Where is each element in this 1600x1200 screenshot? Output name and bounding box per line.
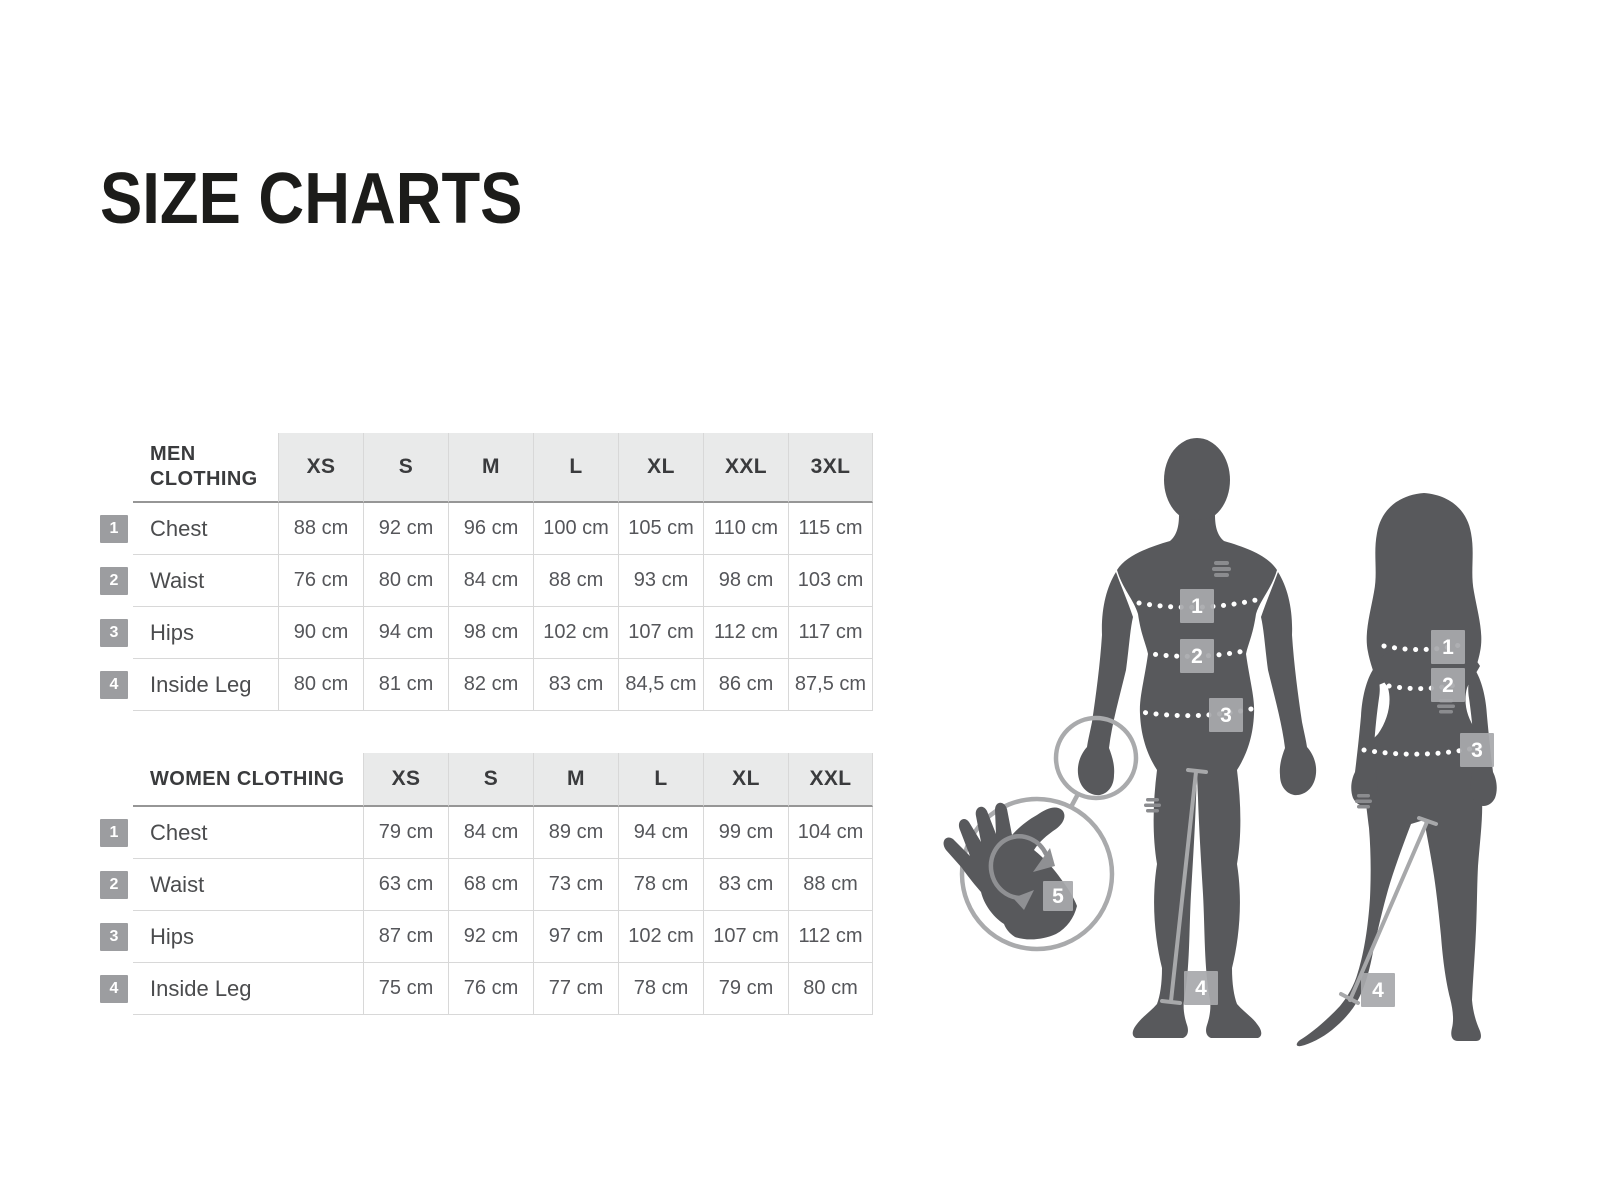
men-header-spacer (100, 433, 133, 503)
women-insideleg-l: 78 cm (618, 963, 703, 1015)
men-waist-xl: 93 cm (618, 555, 703, 607)
women-row-waist-badge (100, 859, 133, 911)
women-size-header-m: M (533, 753, 618, 807)
women-row-insideleg-label: Inside Leg (133, 963, 363, 1015)
women-chest-xl: 99 cm (703, 807, 788, 859)
women-row-chest-badge (100, 807, 133, 859)
women-size-header-xxl: XXL (788, 753, 873, 807)
men-size-header-3xl: 3XL (788, 433, 873, 503)
men-hips-xl: 107 cm (618, 607, 703, 659)
svg-text:4: 4 (1195, 977, 1207, 1000)
women-insideleg-xl: 79 cm (703, 963, 788, 1015)
men-chest-xs: 88 cm (278, 503, 363, 555)
marker-number-badge: 1 (100, 819, 128, 847)
female-marker-2 (1431, 668, 1465, 702)
men-size-header-xxl: XXL (703, 433, 788, 503)
marker-number-badge: 4 (100, 671, 128, 699)
female-silhouette (1297, 493, 1497, 1046)
male-silhouette (1078, 438, 1316, 1038)
women-row-chest-label: Chest (133, 807, 363, 859)
male-marker-1 (1180, 589, 1214, 623)
svg-text:3: 3 (1220, 704, 1232, 727)
women-chest-s: 84 cm (448, 807, 533, 859)
men-row-waist-label: Waist (133, 555, 278, 607)
men-row-chest-label: Chest (133, 503, 278, 555)
women-header-spacer (100, 753, 133, 807)
men-row-chest-badge (100, 503, 133, 555)
men-waist-l: 88 cm (533, 555, 618, 607)
men-chest-m: 96 cm (448, 503, 533, 555)
women-hips-xxl: 112 cm (788, 911, 873, 963)
svg-text:3: 3 (1471, 739, 1483, 762)
men-hips-3xl: 117 cm (788, 607, 873, 659)
svg-text:1: 1 (1191, 595, 1203, 618)
marker-number-badge: 2 (100, 567, 128, 595)
women-size-header-s: S (448, 753, 533, 807)
men-hips-l: 102 cm (533, 607, 618, 659)
men-row-hips-label: Hips (133, 607, 278, 659)
men-insideleg-3xl: 87,5 cm (788, 659, 873, 711)
male-marker-4 (1184, 971, 1218, 1005)
glove-marker-5 (1043, 881, 1073, 911)
women-chest-m: 89 cm (533, 807, 618, 859)
men-row-insideleg-badge (100, 659, 133, 711)
women-hips-xs: 87 cm (363, 911, 448, 963)
men-row-insideleg-label: Inside Leg (133, 659, 278, 711)
female-marker-1 (1431, 630, 1465, 664)
women-row-insideleg-badge (100, 963, 133, 1015)
women-insideleg-s: 76 cm (448, 963, 533, 1015)
marker-number-badge: 3 (100, 619, 128, 647)
women-waist-s: 68 cm (448, 859, 533, 911)
women-row-hips-label: Hips (133, 911, 363, 963)
women-size-header-xs: XS (363, 753, 448, 807)
men-size-header-xs: XS (278, 433, 363, 503)
men-hips-m: 98 cm (448, 607, 533, 659)
men-insideleg-xl: 84,5 cm (618, 659, 703, 711)
women-waist-xs: 63 cm (363, 859, 448, 911)
svg-text:1: 1 (1442, 636, 1454, 659)
men-insideleg-s: 81 cm (363, 659, 448, 711)
women-row-hips-badge (100, 911, 133, 963)
svg-text:4: 4 (1372, 979, 1384, 1002)
women-waist-xl: 83 cm (703, 859, 788, 911)
female-marker-3 (1460, 733, 1494, 767)
women-waist-l: 78 cm (618, 859, 703, 911)
men-waist-m: 84 cm (448, 555, 533, 607)
men-chest-s: 92 cm (363, 503, 448, 555)
magnifier-connector-line (1071, 794, 1078, 807)
men-hips-xs: 90 cm (278, 607, 363, 659)
men-table-title: MEN CLOTHING (133, 433, 278, 503)
women-hips-m: 97 cm (533, 911, 618, 963)
women-insideleg-m: 77 cm (533, 963, 618, 1015)
svg-text:5: 5 (1052, 885, 1064, 908)
women-waist-m: 73 cm (533, 859, 618, 911)
women-hips-s: 92 cm (448, 911, 533, 963)
marker-number-badge: 3 (100, 923, 128, 951)
women-chest-xs: 79 cm (363, 807, 448, 859)
women-waist-xxl: 88 cm (788, 859, 873, 911)
marker-number-badge: 1 (100, 515, 128, 543)
svg-text:2: 2 (1191, 645, 1203, 668)
men-insideleg-l: 83 cm (533, 659, 618, 711)
men-row-waist-badge (100, 555, 133, 607)
marker-number-badge: 2 (100, 871, 128, 899)
marker-number-badge: 4 (100, 975, 128, 1003)
women-row-waist-label: Waist (133, 859, 363, 911)
svg-text:2: 2 (1442, 674, 1454, 697)
men-chest-xl: 105 cm (618, 503, 703, 555)
page-title: SIZE CHARTS (100, 159, 523, 239)
women-clothing-table (100, 753, 873, 1015)
men-size-header-m: M (448, 433, 533, 503)
men-insideleg-xs: 80 cm (278, 659, 363, 711)
men-size-header-l: L (533, 433, 618, 503)
women-hips-xl: 107 cm (703, 911, 788, 963)
women-chest-xxl: 104 cm (788, 807, 873, 859)
female-marker-4 (1361, 973, 1395, 1007)
men-chest-xxl: 110 cm (703, 503, 788, 555)
women-size-header-xl: XL (703, 753, 788, 807)
men-waist-s: 80 cm (363, 555, 448, 607)
women-insideleg-xxl: 80 cm (788, 963, 873, 1015)
men-size-header-xl: XL (618, 433, 703, 503)
men-chest-3xl: 115 cm (788, 503, 873, 555)
men-chest-l: 100 cm (533, 503, 618, 555)
men-clothing-table (100, 433, 873, 711)
men-waist-xxl: 98 cm (703, 555, 788, 607)
male-marker-2 (1180, 639, 1214, 673)
women-size-header-l: L (618, 753, 703, 807)
men-insideleg-xxl: 86 cm (703, 659, 788, 711)
men-waist-3xl: 103 cm (788, 555, 873, 607)
measurement-diagram (900, 420, 1600, 1080)
male-marker-3 (1209, 698, 1243, 732)
women-chest-l: 94 cm (618, 807, 703, 859)
men-row-hips-badge (100, 607, 133, 659)
women-insideleg-xs: 75 cm (363, 963, 448, 1015)
men-size-header-s: S (363, 433, 448, 503)
men-waist-xs: 76 cm (278, 555, 363, 607)
men-insideleg-m: 82 cm (448, 659, 533, 711)
women-hips-l: 102 cm (618, 911, 703, 963)
men-hips-s: 94 cm (363, 607, 448, 659)
women-table-title: WOMEN CLOTHING (133, 753, 363, 807)
men-hips-xxl: 112 cm (703, 607, 788, 659)
